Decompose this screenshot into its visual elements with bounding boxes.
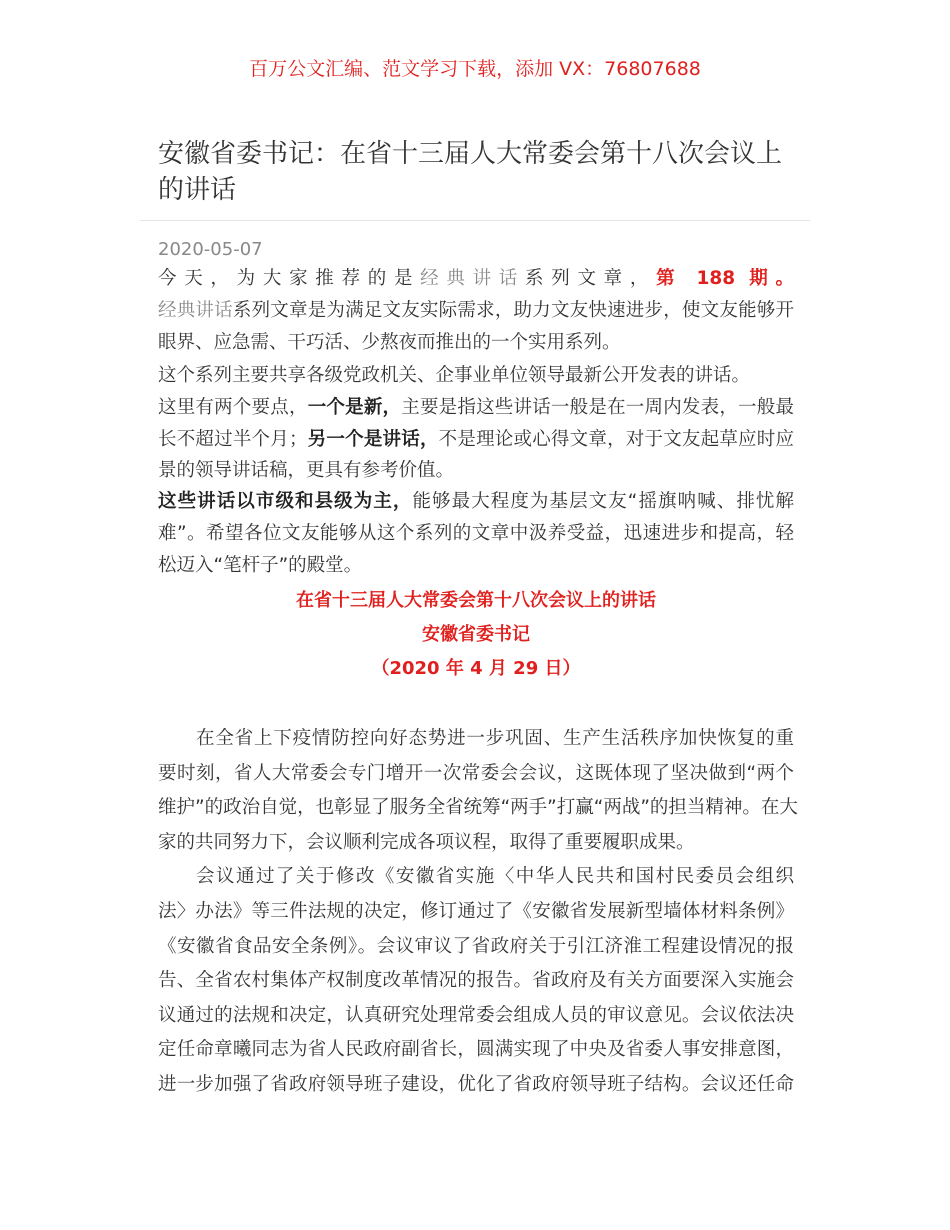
series-name: 经典讲话 [420,268,526,289]
body-line: 在全省上下疫情防控向好态势进一步巩固、生产生活秩序加快恢复的重 [196,728,794,749]
intro-text: 长不超过半个月； [158,429,308,450]
intro-line [158,267,794,291]
intro-text: 不是理论或心得文章，对于文友起草应时应 [438,429,794,450]
speech-title: 在省十三届人大常委会第十八次会议上的讲话 [296,590,656,611]
intro-text: 眼界、应急需、干巧活、少熬夜而推出的一个实用系列。 [158,332,621,353]
intro-line [158,522,794,546]
intro-line [158,428,794,452]
intro-line [158,554,794,578]
intro-line [158,299,794,323]
intro-text: 这里有两个要点， [158,397,308,418]
body-line: 告、全省农村集体产权制度改革情况的报告。省政府及有关方面要深入实施会 [158,970,794,992]
emphasis-text: 另一个是讲话， [307,429,439,450]
body-line: 《安徽省食品安全条例》。会议审议了省政府关于引江济淮工程建设情况的报 [158,935,794,957]
series-name: 经典讲话 [158,300,233,321]
intro-text: 难”。希望各位文友能够从这个系列的文章中汲养受益，迅速进步和提高，轻 [158,523,794,544]
intro-line [158,459,794,483]
intro-line [158,331,794,355]
publish-date: 2020-05-07 [158,239,263,260]
body-line: 议通过的法规和决定，认真研究处理常委会组成人员的审议意见。会议依法决 [158,1004,794,1026]
intro-line [158,364,794,388]
body-line: 家的共同努力下，会议顺利完成各项议程，取得了重要履职成果。 [158,831,695,853]
intro-line [158,490,794,514]
issue-number: 第 188 期。 [656,268,794,289]
body-line: 定任命章曦同志为省人民政府副省长，圆满实现了中央及省委人事安排意图， [158,1039,794,1061]
speech-speaker: 安徽省委书记 [422,624,530,645]
title-divider [140,220,810,221]
intro-text: 系列文章， [525,268,657,289]
promo-banner: 百万公文汇编、范文学习下载，添加 VX：76807688 [249,58,701,80]
intro-text: 这个系列主要共享各级党政机关、企事业单位领导最新公开发表的讲话。 [158,365,751,386]
emphasis-text: 一个是新， [307,397,402,418]
intro-text: 系列文章是为满足文友实际需求，助力文友快速进步，使文友能够开 [232,300,794,321]
intro-text: 能够最大程度为基层文友“摇旗呐喊、排忧解 [412,491,794,512]
speech-date: （2020 年 4 月 29 日） [371,658,581,679]
article-title: 安徽省委书记：在省十三届人大常委会第十八次会议上的讲话 [158,139,783,205]
body-line: 会议通过了关于修改《安徽省实施〈中华人民共和国村民委员会组织 [196,866,794,888]
body-line: 进一步加强了省政府领导班子建设，优化了省政府领导班子结构。会议还任命 [158,1074,794,1095]
body-line: 法〉办法》等三件法规的决定，修订通过了《安徽省发展新型墙体材料条例》 [158,901,794,922]
intro-text: 松迈入“笔杆子”的殿堂。 [158,555,363,576]
emphasis-text: 这些讲话以市级和县级为主， [158,491,413,512]
intro-text: 今天，为大家推荐的是 [158,268,421,289]
intro-text: 主要是指这些讲话一般是在一周内发表，一般最 [401,397,794,418]
intro-text: 景的领导讲话稿，更具有参考价值。 [158,460,455,481]
body-line: 要时刻，省人大常委会专门增开一次常委会会议，这既体现了坚决做到“两个 [158,762,794,784]
intro-line [158,396,794,420]
body-line: 维护”的政治自觉，也彰显了服务全省统筹“两手”打赢“两战”的担当精神。在大 [158,797,798,819]
